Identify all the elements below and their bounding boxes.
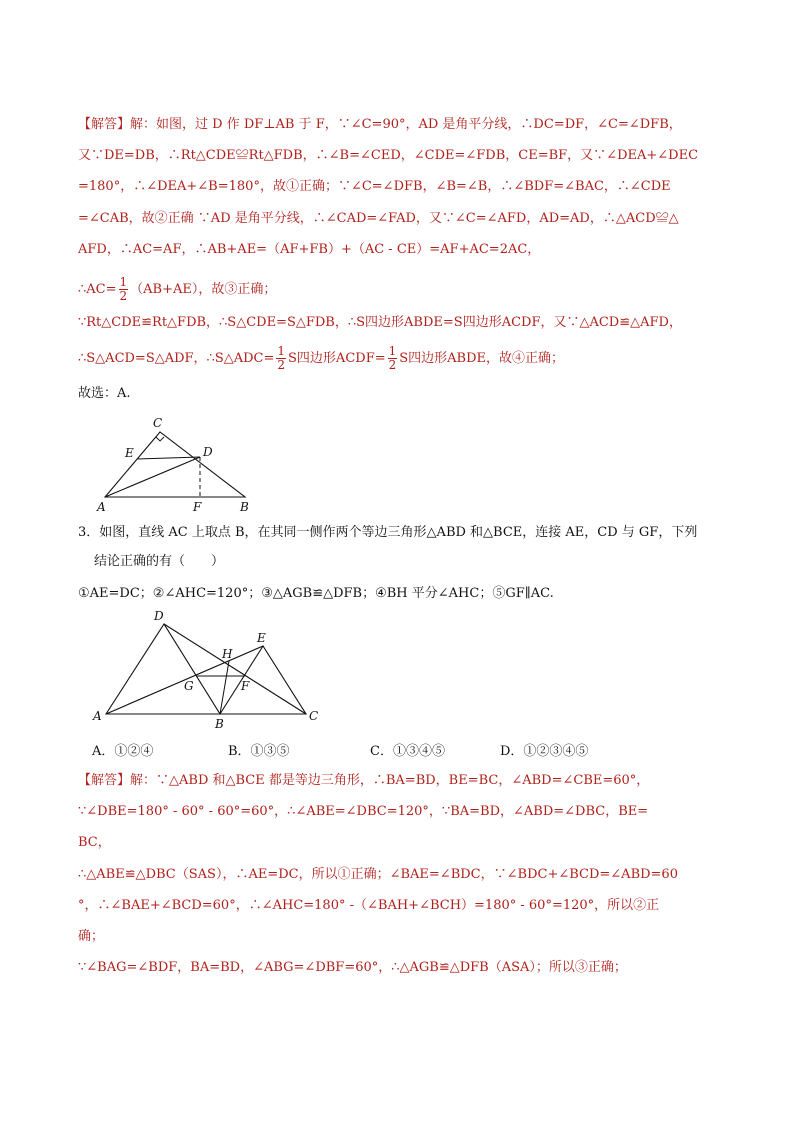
triangle-abd — [106, 624, 220, 714]
option-b[interactable]: B．①③⑤ — [228, 744, 290, 759]
solution1-line-8 — [78, 342, 728, 376]
question3-line-2: 结论正确的有（ ） — [94, 554, 225, 569]
triangle-bce — [220, 646, 306, 714]
question3-line-1: 3．如图，直线 AC 上取点 B，在其同一侧作两个等边三角形△ABD 和△BCE，连接 AE，CD 与 GF，下列 — [78, 525, 698, 540]
option-c[interactable]: C．①③④⑤ — [370, 744, 445, 759]
segment-ad — [105, 457, 200, 497]
figure-1-triangle — [95, 412, 265, 516]
fraction-denominator-3: 2 — [388, 358, 397, 372]
solution3-line-6: 确； — [78, 929, 105, 944]
label-c: C — [153, 416, 163, 430]
fraction-half-2 — [276, 345, 286, 372]
fraction-numerator-3: 1 — [388, 344, 397, 358]
solution1-line-4: =∠CAB，故②正确 ∵AD 是角平分线，∴∠CAD=∠FAD，又∵∠C=∠AFD，AD=AD，∴△ACD≌△ — [78, 211, 679, 226]
solution1-line-3: =180°，∴∠DEA+∠B=180°，故①正确；∵∠C=∠DFB，∠B=∠B，∴∠BDF=∠BAC，∴∠CDE — [78, 179, 671, 194]
fraction-half-3 — [388, 345, 398, 372]
conclusion-3-text: （AB+AE），故③正确； — [130, 282, 277, 297]
fraction-half — [119, 276, 129, 303]
option-a[interactable]: A．①②④ — [92, 744, 154, 759]
label-b2: B — [215, 717, 224, 731]
label-f2: F — [241, 679, 250, 693]
ac-equals-text: ∴AC= — [78, 282, 117, 297]
area-text-a: ∴S△ACD=S△ADF，∴S△ADC= — [78, 351, 275, 366]
fraction-denominator: 2 — [119, 289, 128, 303]
figure-2-triangles — [88, 606, 328, 732]
segment-cd — [164, 624, 306, 714]
fraction-numerator-2: 1 — [277, 344, 286, 358]
label-a: A — [97, 500, 106, 514]
solution1-line-2: 又∵DE=DB，∴Rt△CDE≌Rt△FDB，∴∠B=∠CED，∠CDE=∠FDB，CE=BF，又∵∠DEA+∠DEC — [78, 148, 699, 163]
solution3-line-1: 【解答】解：∵△ABD 和△BCE 都是等边三角形，∴BA=BD，BE=BC，∠ABD=∠CBE=60°， — [78, 773, 650, 788]
area-text-b: S四边形ACDF= — [288, 351, 386, 366]
segment-ed — [137, 457, 200, 459]
fraction-denominator-2: 2 — [277, 358, 286, 372]
triangle-abc — [105, 432, 245, 497]
label-c2: C — [309, 709, 319, 723]
label-e2: E — [257, 631, 266, 645]
label-h: H — [222, 647, 233, 661]
right-angle-mark — [156, 437, 164, 441]
fraction-numerator: 1 — [119, 275, 128, 289]
solution3-line-7: ∵∠BAG=∠BDF，BA=BD，∠ABG=∠DBF=60°，∴△AGB≌△DFB（ASA）；所以③正确； — [78, 960, 627, 975]
solution1-choice: 故选：A. — [78, 386, 131, 401]
solution1-line-7: ∵Rt△CDE≌Rt△FDB，∴S△CDE=S△FDB，∴S四边形ABDE=S四边形ACDF，又∵△ACD≌△AFD， — [78, 315, 682, 330]
label-d2: D — [154, 609, 164, 623]
label-f: F — [193, 500, 202, 514]
solution1-line-5: AFD，∴AC=AF，∴AB+AE=（AF+FB）+（AC - CE）=AF+AC=2AC， — [78, 242, 541, 257]
label-d: D — [203, 445, 213, 459]
solution3-line-3: BC， — [78, 835, 111, 850]
label-a2: A — [93, 709, 102, 723]
solution3-line-4: ∴△ABE≌△DBC（SAS），∴AE=DC，所以①正确；∠BAE=∠BDC，∵∠BDC+∠BCD=∠ABD=60 — [78, 867, 678, 882]
question3-line-3: ①AE=DC；②∠AHC=120°；③△AGB≌△DFB；④BH 平分∠AHC；⑤GF∥AC. — [78, 586, 554, 601]
option-d[interactable]: D．①②③④⑤ — [500, 744, 589, 759]
label-b: B — [240, 500, 249, 514]
label-g: G — [184, 679, 194, 693]
solution1-line-6 — [78, 274, 728, 306]
label-e: E — [125, 446, 134, 460]
solution3-line-2: ∵∠DBE=180° - 60° - 60°=60°，∴∠ABE=∠DBC=120°，∵BA=BD，∠ABD=∠DBC，BE= — [78, 804, 649, 819]
solution3-line-5: °，∴∠BAE+∠BCD=60°，∴∠AHC=180° -（∠BAH+∠BCH）=180° - 60°=120°，所以②正 — [78, 898, 660, 913]
area-text-c: S四边形ABDE，故④正确； — [399, 351, 565, 366]
solution1-line-1: 【解答】解：如图，过 D 作 DF⊥AB 于 F，∵∠C=90°，AD 是角平分线，∴DC=DF，∠C=∠DFB， — [78, 117, 682, 132]
